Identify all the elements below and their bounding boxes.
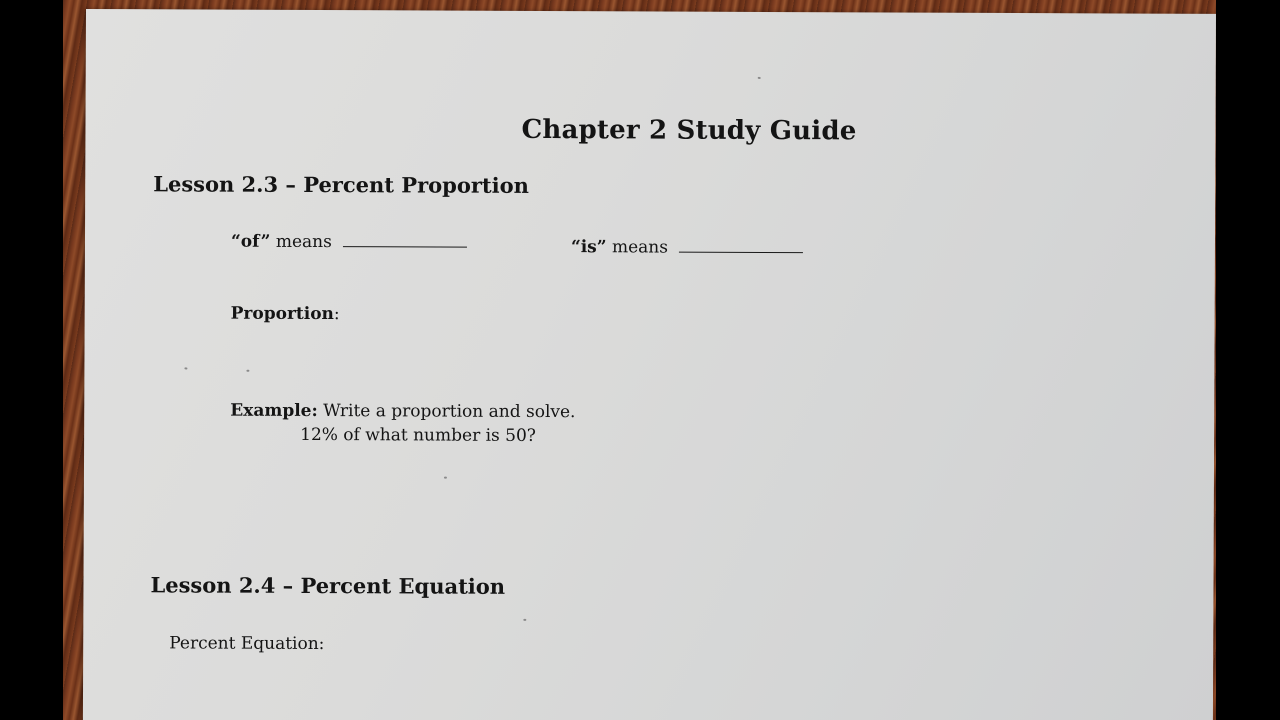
lesson-2-3-heading: Lesson 2.3 – Percent Proportion xyxy=(153,171,529,198)
paper-speck xyxy=(246,370,249,372)
page-title: Chapter 2 Study Guide xyxy=(521,114,857,147)
example-question: 12% of what number is 50? xyxy=(300,424,536,446)
paper-speck xyxy=(523,619,526,621)
example-line xyxy=(230,401,575,423)
proportion-label: Proportion xyxy=(230,303,334,325)
of-means-text: means xyxy=(275,231,332,253)
is-means-text: means xyxy=(611,237,669,258)
is-means-line xyxy=(571,237,803,258)
proportion-label-line xyxy=(231,304,340,324)
percent-equation-label: Percent Equation: xyxy=(169,633,325,655)
paper-speck xyxy=(444,477,447,479)
example-label: Example: xyxy=(230,400,318,422)
proportion-colon: : xyxy=(333,304,340,325)
paper-speck xyxy=(758,77,761,79)
is-term: “is” xyxy=(570,237,607,258)
is-answer-blank xyxy=(679,238,803,254)
of-term: “of” xyxy=(230,231,271,252)
worksheet-paper xyxy=(83,9,1216,720)
of-answer-blank xyxy=(343,232,467,248)
paper-speck xyxy=(184,367,187,369)
lesson-2-4-heading: Lesson 2.4 – Percent Equation xyxy=(150,572,506,599)
of-means-line xyxy=(231,232,467,253)
example-instruction: Write a proportion and solve. xyxy=(317,401,576,423)
